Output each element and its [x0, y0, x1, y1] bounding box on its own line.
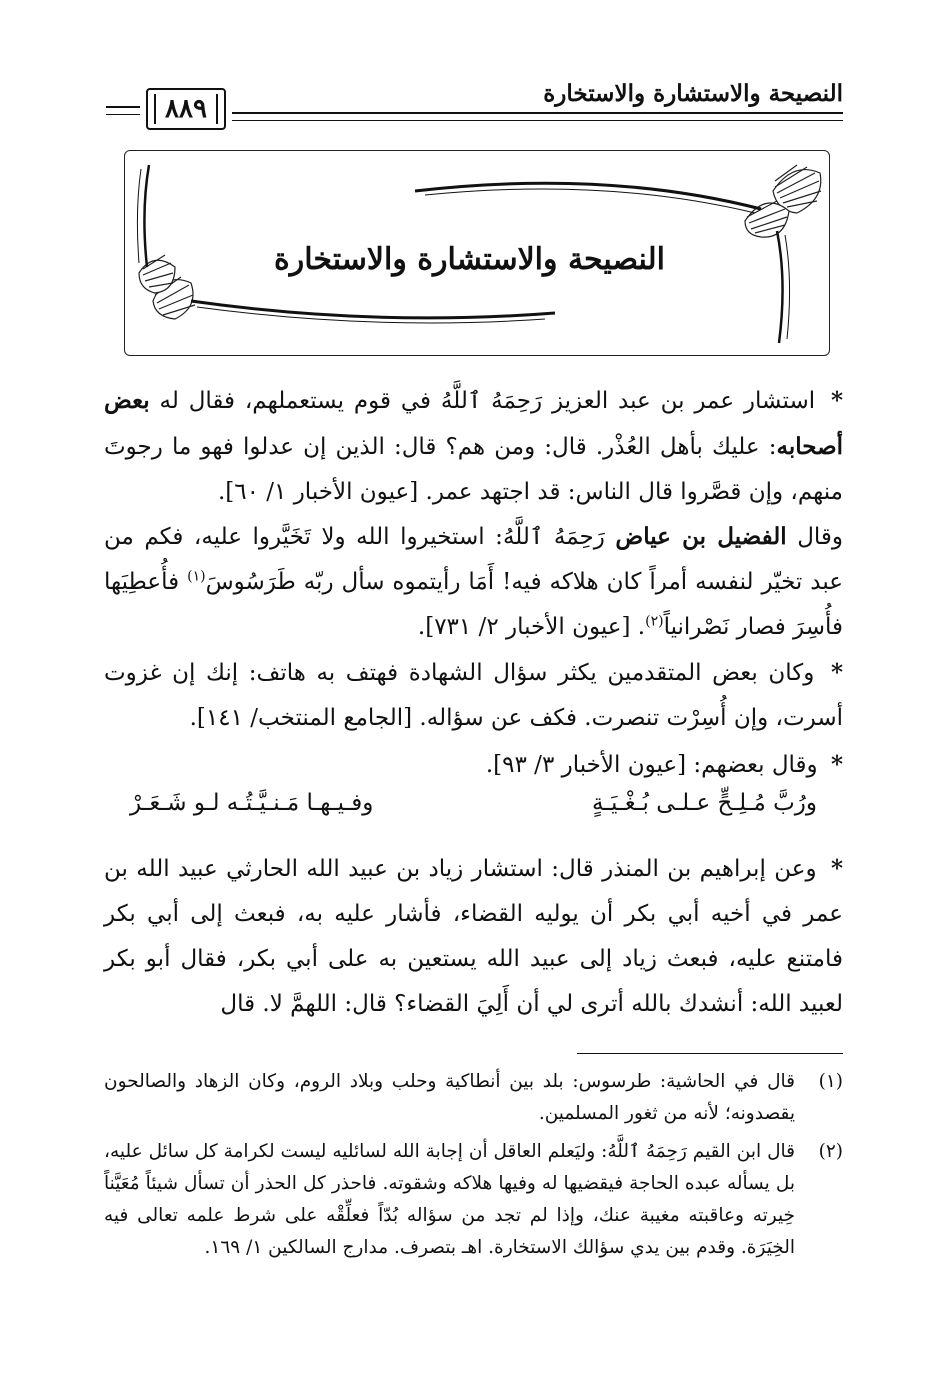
footnote-number: (١) [818, 1071, 843, 1092]
honorific: رَحِمَهُ ٱللَّهُ [502, 524, 605, 550]
paragraph-3 [104, 650, 843, 741]
paragraph-5 [104, 846, 843, 1027]
verse-hemistich-2: وفـيـهـا مَـنـيَّـتُـه لـو شَـعَـرْ [130, 790, 374, 816]
paragraph-text: في قوم يستعملهم، فقال له [159, 388, 432, 414]
footnote-ref-1: (١) [187, 568, 206, 585]
paragraph-text: . [عيون الأخبار ٢/ ٧٣١]. [417, 614, 646, 640]
footnote-1 [104, 1066, 843, 1130]
header-rule-left [106, 106, 140, 115]
page-number: ٨٨٩ [146, 88, 226, 130]
honorific: رَحِمَهُ ٱللَّهُ [440, 388, 543, 414]
paragraph-text: فأُعطِيَها فأُسِرَ فصار نَصْرانياً [104, 569, 843, 640]
chapter-title: النصيحة والاستشارة والاستخارة [274, 242, 665, 277]
bold-name: بعض أصحابه [104, 387, 843, 460]
header-rule [232, 112, 843, 121]
footnote-text: قال ابن القيم رَحِمَهُ ٱللَّهُ: وليَعلم العاقل أن إجابة الله لسائليه ليست لكرامة كل سائل عليه، بل يسأله عبده الحاجة فيقضيها له وفيها هلاكه وشقوته. فاحذر كل الحذر أن تسأل شيئاً مُعَيَّناً خِيرته وعاقبته مغيبة عنك، وإذا لم تجد من سؤاله بُدّاً فعلِّقْه على شرط علمه تعالى فيه الخِيَرَة. وقدم بين يدي سؤالك الاستخارة. اهـ بتصرف. مدارج السالكين ١/ ١٦٩. [104, 1141, 795, 1258]
paragraph-text: وقال بعضهم: [عيون الأخبار ٣/ ٩٣]. [485, 752, 818, 778]
paragraph-text: وعن إبراهيم بن المنذر قال: استشار زياد بن عبيد الله الحارثي عبيد الله بن عمر في أخيه أبي بكر أن يوليه القضاء، فأشار عليه به، فبعث إلى أبي بكر فامتنع عليه، فبعث زياد إلى عبيد الله يستعين به على أبي بكر، فقال أبو بكر لعبيد الله: أنشدك بالله أترى لي أن أَلِيَ القضاء؟ قال: اللهمَّ لا. قال [104, 856, 843, 1017]
verse-hemistich-1: ورُبَّ مُـلِـحٍّ عـلـى بُـغْـيَـةٍ [591, 790, 817, 816]
paragraph-text: وقال [797, 524, 844, 550]
footnote-2 [104, 1136, 843, 1264]
swoosh-bottom [191, 301, 555, 318]
paragraph-text: وكان بعض المتقدمين يكثر سؤال الشهادة فهتف به هاتف: إنك إن غزوت أسرت، وإن أُسِرْت تنصرت. فكف عن سؤاله. [الجامع المنتخب/ ١٤١]. [104, 660, 843, 731]
footnote-rule [577, 1053, 843, 1054]
paragraph-1 [104, 378, 843, 515]
paragraph-text: استشار عمر بن عبد العزيز [551, 388, 816, 414]
paragraph-star: * [830, 387, 844, 414]
swoosh-top [415, 183, 761, 209]
paragraph-text: : عليك بأهل العُذْر. قال: ومن هم؟ قال: الذين إن عدلوا فهو ما رجوتَ منهم، وإن قصَّروا قال الناس: قد اجتهد عمر. [عيون الأخبار ١/ ٦٠]. [104, 434, 843, 505]
footnote-text: قال في الحاشية: طرسوس: بلد بين أنطاكية وحلب وبلاد الروم، وكان الزهاد والصالحون يقصدونه؛ لأنه من ثغور المسلمين. [104, 1071, 795, 1124]
shell-ornament-top-right-icon [745, 165, 821, 237]
paragraph-star: * [830, 751, 843, 778]
paragraph-text: : استخيروا الله ولا تَخَيَّروا عليه، فكم من عبد تخيّر لنفسه أمراً كان هلاكه فيه! أَمَا رأيتموه سأل ربّه طَرَسُوسَ [104, 524, 843, 595]
footnote-number: (٢) [818, 1141, 843, 1162]
paragraph-4 [104, 742, 843, 788]
bold-name: الفضيل بن عياض [615, 523, 787, 550]
paragraph-star: * [830, 659, 843, 686]
paragraph-2 [104, 514, 843, 650]
paragraph-star: * [830, 855, 843, 882]
footnote-ref-2: (٢) [645, 613, 664, 630]
running-title: النصيحة والاستشارة والاستخارة [543, 80, 843, 107]
